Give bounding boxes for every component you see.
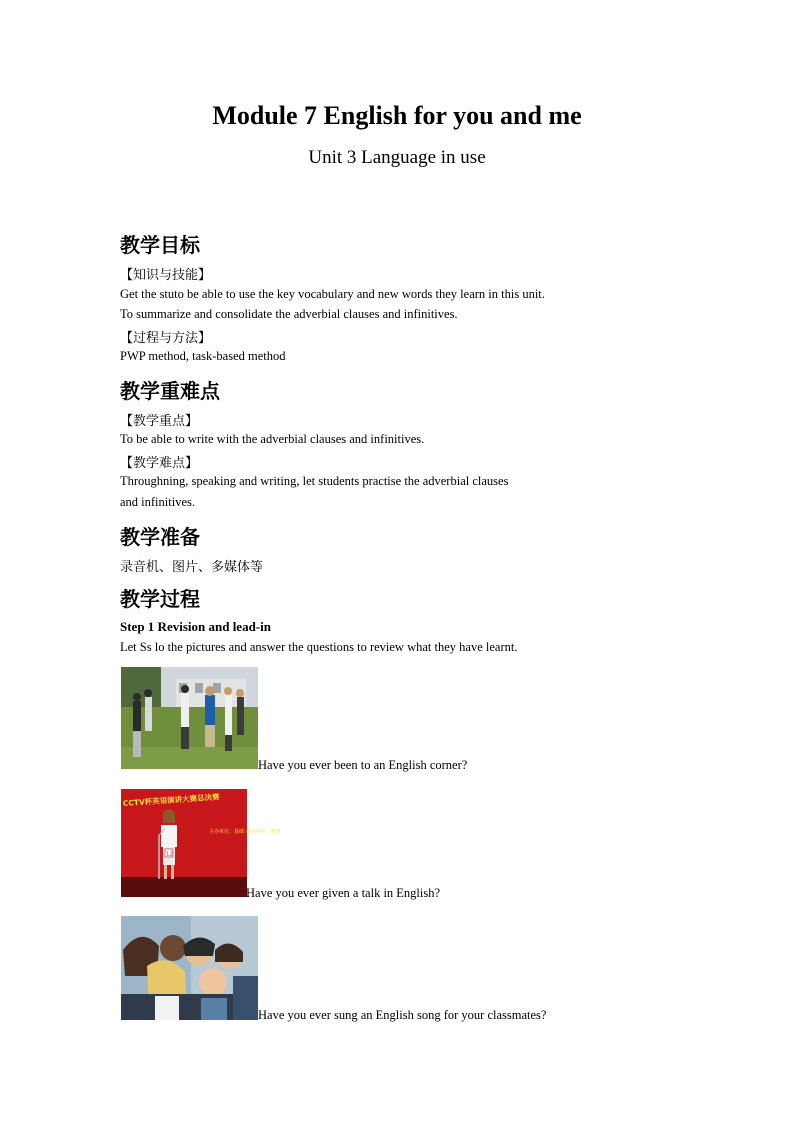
question-1: Have you ever been to an English corner? <box>258 758 468 772</box>
preparation-text: 录音机、图片、多媒体等 <box>120 560 264 575</box>
section-heading-process: 教学过程 <box>120 587 200 611</box>
focus-label: 【教学重点】 <box>120 414 199 429</box>
singing-group-photo <box>121 916 258 1020</box>
contestant-badge: 12 <box>166 851 173 858</box>
difficulty-label: 【教学难点】 <box>120 456 199 471</box>
document-title: Module 7 English for you and me <box>212 101 582 130</box>
difficulty-line-1: Throughning, speaking and writing, let students practise the adverbial clauses <box>120 474 509 488</box>
section-heading-objectives: 教学目标 <box>120 233 200 257</box>
question-3: Have you ever sung an English song for your classmates? <box>258 1008 547 1022</box>
document-subtitle: Unit 3 Language in use <box>308 147 486 168</box>
knowledge-line-1: Get the stuto be able to use the key vocabulary and new words they learn in this unit. <box>120 287 545 301</box>
speech-contest-photo <box>121 789 281 897</box>
difficulty-line-2: and infinitives. <box>120 495 195 509</box>
section-heading-key-points: 教学重难点 <box>120 379 220 403</box>
knowledge-line-2: To summarize and consolidate the adverbial clauses and infinitives. <box>120 307 458 321</box>
question-2: Have you ever given a talk in English? <box>246 886 441 900</box>
knowledge-label: 【知识与技能】 <box>120 268 212 283</box>
process-label: 【过程与方法】 <box>120 331 212 346</box>
step1-title: Step 1 Revision and lead-in <box>120 619 271 634</box>
process-text: PWP method, task-based method <box>120 349 286 363</box>
section-heading-preparation: 教学准备 <box>120 525 200 549</box>
step1-text: Let Ss lo the pictures and answer the questions to review what they have learnt. <box>120 640 518 654</box>
banner-text: CCTV杯英语演讲大赛总决赛 <box>122 792 220 808</box>
english-corner-photo <box>121 667 258 769</box>
banner-side-text: 主办单位：基础 承办单位：教育 <box>209 829 281 835</box>
focus-text: To be able to write with the adverbial clauses and infinitives. <box>120 432 425 446</box>
